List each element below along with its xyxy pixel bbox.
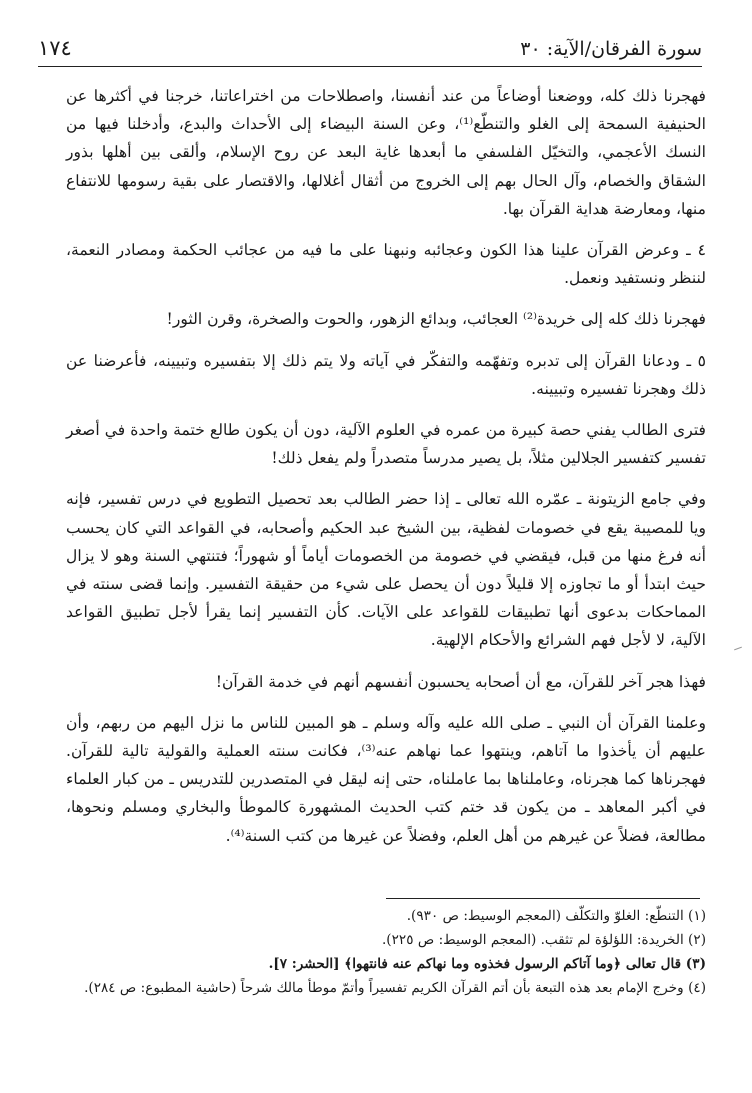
- paragraph: فهذا هجر آخر للقرآن، مع أن أصحابه يحسبون أنفسهم أنهم في خدمة القرآن!: [215, 672, 706, 691]
- page-number: ١٧٤: [38, 36, 72, 60]
- running-title: سورة الفرقان/الآية: ٣٠: [520, 38, 702, 60]
- paragraph: ٤ ـ وعرض القرآن علينا هذا الكون وعجائبه ونبهنا على ما فيه من عجائب الحكمة ومصادر النعمة، لننظر ونستفيد ونعمل.: [66, 241, 706, 288]
- main-text: [66, 82, 706, 863]
- margin-mark: [734, 647, 742, 651]
- paragraph: وفي جامع الزيتونة ـ عمّره الله تعالى ـ إذا حضر الطالب بعد تحصيل التطويع في درس تفسير، فإنه ويا للمصيبة يقع في خصومات لفظية، بين الشيخ عبد الحكيم وأصحابه، في القواعد التي كان يحسب أنه فرغ منها من قبل، فيقضي في خصومة من الخصومات أياماً أو شهوراً؛ فتنتهي السنة وهو لا يزال حيث ابتدأ أو ما تجاوزه إلا قليلاً دون أن يحصل على شيء من حقيقة التفسير. وإنما قضى سنته في المماحكات بدعوى أنها تطبيقات للقواعد على الآيات. كأن التفسير إنما يقرأ لأجل تطبيق القواعد الآلية، لا لأجل فهم الشرائع والأحكام الإلهية.: [66, 490, 706, 650]
- footnote-rule: [386, 898, 700, 899]
- footnote: (٢) الخريدة: اللؤلؤة لم تثقب. (المعجم الوسيط: ص ٢٢٥).: [381, 932, 706, 948]
- footnote: (١) التنطّع: الغلوّ والتكلّف (المعجم الوسيط: ص ٩٣٠).: [406, 908, 706, 924]
- page-header: [38, 30, 702, 60]
- paragraph: فترى الطالب يفني حصة كبيرة من عمره في العلوم الآلية، دون أن يكون طالع ختمة واحدة في أصغر تفسير كتفسير الجلالين مثلاً، بل يصير مدرساً متصدراً ولم يفعل ذلك!: [66, 421, 706, 468]
- paragraph: وعلمنا القرآن أن النبي ـ صلى الله عليه وآله وسلم ـ هو المبين للناس ما نزل اليهم من ربهم، وأن عليهم أن يأخذوا ما آتاهم، وينتهوا عما نهاهم عنه⁽³⁾، فكانت سنته العملية والقولية تالية للقرآن. فهجرناها كما هجرناه، وعاملناها بما عاملناه، حتى إنه ليقل في المتصدرين للتدريس ـ من كبار العلماء في أكبر المعاهد ـ من يكون قد ختم كتب الحديث المشهورة كالموطأ والبخاري ومسلم ونحوها، مطالعة، فضلاً عن غيرهم من أهل العلم، وفضلاً عن غيرها من كتب السنة⁽⁴⁾.: [66, 713, 706, 845]
- footnote: (٤) وخرج الإمام بعد هذه التبعة بأن أتم القرآن الكريم تفسيراً وأتمّ موطأ مالك شرحاً (حاشية المطبوع: ص ٢٨٤).: [84, 980, 706, 996]
- paragraph: ٥ ـ ودعانا القرآن إلى تدبره وتفهّمه والتفكّر في آياته ولا يتم ذلك إلا بتفسيره وتبيينه، فأعرضنا عن ذلك وهجرنا تفسيره وتبيينه.: [66, 351, 706, 398]
- paragraph: فهجرنا ذلك كله إلى خريدة⁽²⁾ العجائب، وبدائع الزهور، والحوت والصخرة، وقرن الثور!: [166, 310, 706, 329]
- header-rule: [38, 66, 702, 67]
- footnotes: [66, 904, 706, 1000]
- footnote: (٣) قال تعالى ﴿وما آتاكم الرسول فخذوه وما نهاكم عنه فانتهوا﴾ [الحشر: ٧].: [268, 956, 706, 972]
- paragraph: فهجرنا ذلك كله، ووضعنا أوضاعاً من عند أنفسنا، واصطلاحات من اختراعاتنا، خرجنا في أكثرها عن الحنيفية السمحة إلى الغلو والتنطّع⁽¹⁾، وعن السنة البيضاء إلى الأحداث والبدع، وأدخلنا فيها من النسك الأعجمي، والتخيّل الفلسفي ما أبعدها غاية البعد عن روح الإسلام، وألقى بين أهلها بذور الشقاق والخصام، وآل الحال بهم إلى الخروج من أثقال أغلالها، والاقتصار على بقية رسومها للانتفاع منها، ومعارضة هداية القرآن بها.: [66, 87, 706, 218]
